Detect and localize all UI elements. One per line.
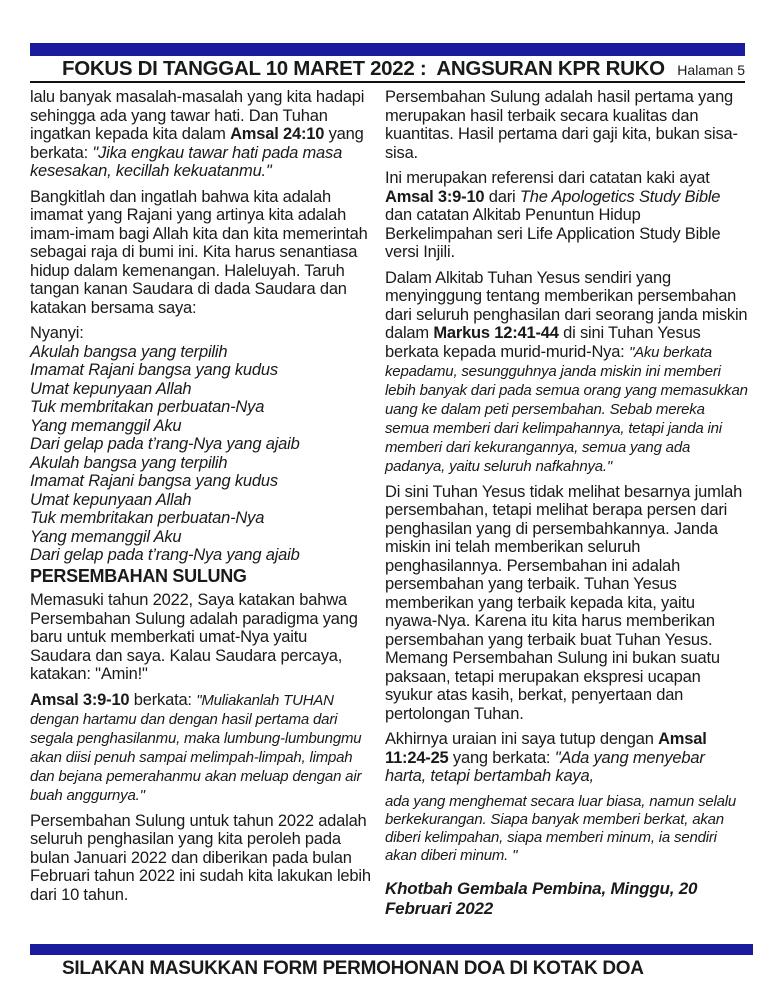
paragraph-memasuki-2022: Memasuki tahun 2022, Saya katakan bahwa Persembahan Sulung adalah paradigma yang baru untuk memberkati umat-Nya yaitu Saudara dan saya. Kalau Saudara percaya, katakan: "Amin!"	[30, 591, 358, 683]
page-header	[30, 57, 745, 81]
song-lyrics: Akulah bangsa yang terpilih Imamat Rajani bangsa yang kudus Umat kepunyaan Allah Tuk membritakan perbuatan-Nya Yang memanggil Aku Dari gelap pada t’rang-Nya yang ajaib Akulah bangsa yang terpilih Imamat Rajani bangsa yang kudus Umat kepunyaan Allah Tuk membritakan perbuatan-Nya Yang memanggil Aku Dari gelap pada t’rang-Nya yang ajaib	[30, 342, 300, 564]
article-body	[30, 88, 748, 941]
paragraph-hasil-pertama: Persembahan Sulung adalah hasil pertama yang merupakan hasil terbaik secara kualitas dan kuantitas. Hasil pertama dari gaji kita, bukan sisa-sisa.	[385, 88, 738, 162]
section-heading-persembahan-sulung: PERSEMBAHAN SULUNG	[30, 565, 247, 586]
song-label: Nyanyi:	[30, 324, 84, 342]
top-accent-bar	[30, 43, 745, 56]
signature-line: Khotbah Gembala Pembina, Minggu, 20 Februari 2022	[385, 878, 698, 918]
paragraph-tidak-melihat: Di sini Tuhan Yesus tidak melihat besarnya jumlah persembahan, tetapi melihat berapa persen dari penghasilan yang di persembahkannya. Janda miskin ini telah memberikan seluruh penghasilannya. Persembahan ini adalah persembahan yang terbaik. Tuhan Yesus memberikan yang terbaik kepada kita, yaitu nyawa-Nya. Karena itu kita harus memberikan persembahan yang terbaik buat Tuhan Yesus. Memang Persembahan Sulung ini bukan suatu paksaan, tetapi merupakan ekspresi ucapan syukur atas kasih, berkat, penyertaan dan pertolongan Tuhan.	[385, 482, 743, 723]
left-column	[30, 88, 372, 941]
bottom-accent-bar	[30, 944, 753, 955]
paragraph-janda-miskin: Dalam Alkitab Tuhan Yesus sendiri yang menyinggung tentang memberikan persembahan dari seluruh penghasilan dari seorang janda miskin dalam Markus 12:41-44 di sini Tuhan Yesus berkata kepada murid-murid-Nya: "Aku berkata kepadamu, sesungguhnya janda miskin ini memberi lebih banyak dari pada semua orang yang memasukkan uang ke dalam peti persembahan. Sebab mereka semua memberi dari kelimpahannya, tetapi janda ini memberi dari kekurangannya, semua yang ada padanya, yaitu seluruh nafkahnya."	[385, 268, 748, 475]
paragraph-sulung-2022: Persembahan Sulung untuk tahun 2022 adalah seluruh penghasilan yang kita peroleh pada bulan Januari 2022 dan diberikan pada bulan Februari tahun 2022 ini sudah kita lakukan lebih dari 10 tahun.	[30, 811, 371, 904]
paragraph-penutup: Akhirnya uraian ini saya tutup dengan Amsal 11:24-25 yang berkata: "Ada yang menyebar harta, tetapi bertambah kaya,	[385, 730, 707, 785]
page-title: FOKUS DI TANGGAL 10 MARET 2022 : ANGSURAN KPR RUKO	[62, 57, 665, 80]
page-number-label: Halaman 5	[677, 62, 745, 78]
paragraph-referensi: Ini merupakan referensi dari catatan kaki ayat Amsal 3:9-10 dari The Apologetics Study Bible dan catatan Alkitab Penuntun Hidup Berkelimpahan seri Life Application Study Bible versi Injili.	[385, 169, 721, 261]
paragraph-imamat-rajani: Bangkitlah dan ingatlah bahwa kita adalah imamat yang Rajani yang artinya kita adalah imam-imam bagi Allah kita dan kita memerintah sebagai raja di bumi ini. Kita harus senantiasa hidup dalam kemenangan. Haleluyah. Taruh tangan kanan Saudara di dada Saudara dan katakan bersama saya:	[30, 187, 368, 317]
right-column	[385, 88, 748, 941]
header-divider	[30, 81, 745, 83]
song-section	[30, 324, 372, 565]
footer-notice: SILAKAN MASUKKAN FORM PERMOHONAN DOA DI KOTAK DOA	[62, 958, 644, 979]
paragraph-amsal-3-9-10: Amsal 3:9-10 berkata: "Muliakanlah TUHAN dengan hartamu dan dengan hasil pertama dari segala penghasilanmu, maka lumbung-lumbungmu akan diisi penuh sampai melimpah-limpah, limpah dan bejana pemerahanmu akan meluap dengan air buah anggurnya."	[30, 690, 362, 804]
paragraph-penutup-lanjutan: ada yang menghemat secara luar biasa, namun selalu berkekurangan. Siapa banyak memberi berkat, akan diberi kelimpahan, siapa memberi minum, ia sendiri akan diberi minum. "	[385, 792, 737, 864]
paragraph-tawar-hati: lalu banyak masalah-masalah yang kita hadapi sehingga ada yang tawar hati. Dan Tuhan ingatkan kepada kita dalam Amsal 24:10 yang berkata: "Jika engkau tawar hati pada masa kesesakan, kecillah kekuatanmu."	[30, 88, 365, 180]
